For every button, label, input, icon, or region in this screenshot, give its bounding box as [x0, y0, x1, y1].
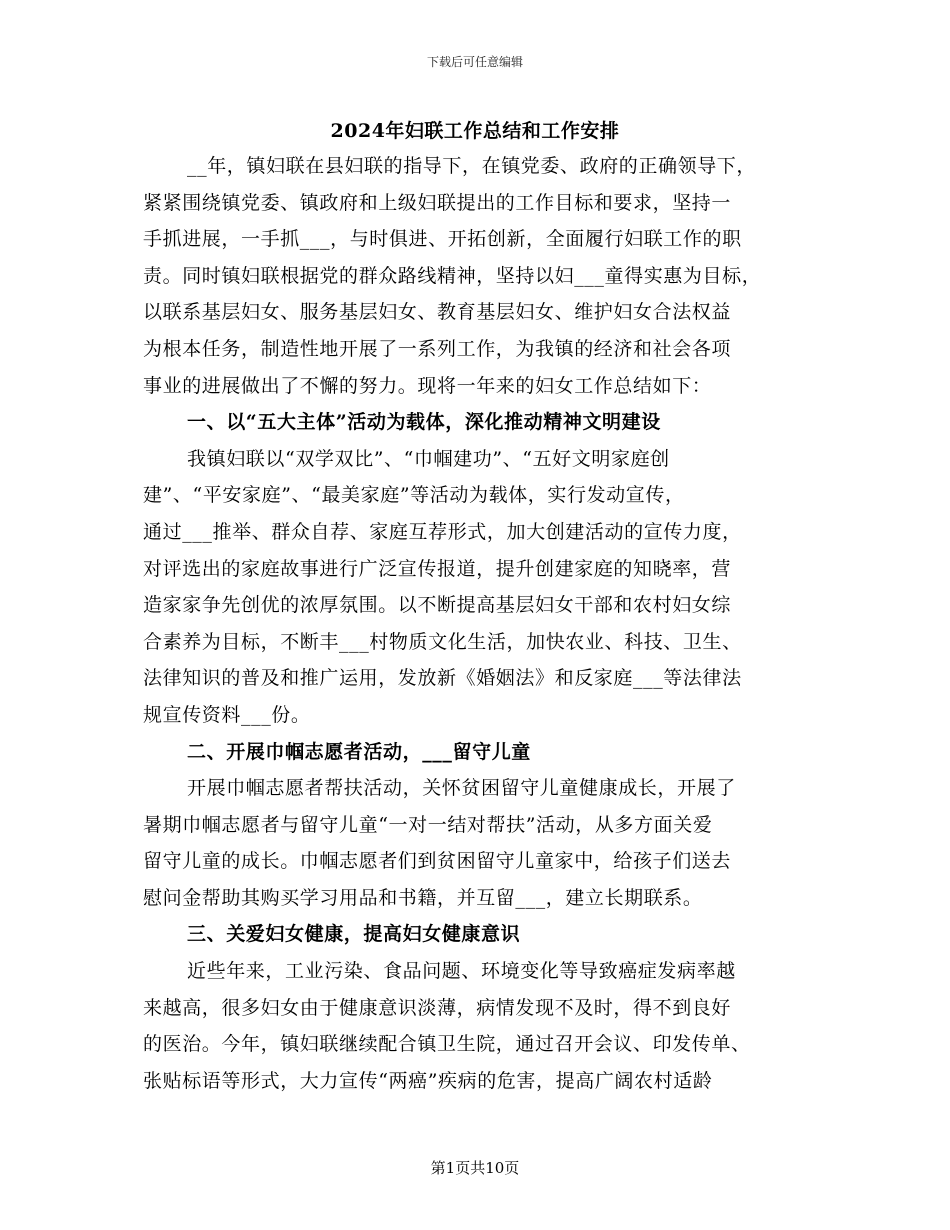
section-heading: 三、关爱妇女健康，提高妇女健康意识	[187, 923, 521, 946]
text-line: 慰问金帮助其购买学习用品和书籍，并互留___，建立长期联系。	[143, 886, 703, 909]
text-line: 规宣传资料___份。	[143, 703, 311, 726]
text-line: 以联系基层妇女、服务基层妇女、教育基层妇女、维护妇女合法权益	[143, 301, 732, 324]
text-line: 为根本任务，制造性地开展了一系列工作，为我镇的经济和社会各项	[143, 337, 732, 360]
text-line: 留守儿童的成长。巾帼志愿者们到贫困留守儿童家中，给孩子们送去	[143, 850, 732, 873]
text-line: 建”、“平安家庭”、“最美家庭”等活动为载体，实行发动宣传，	[143, 484, 685, 507]
text-line: 责。同时镇妇联根据党的群众路线精神，坚持以妇___童得实惠为目标，	[143, 264, 762, 287]
text-line: 法律知识的普及和推广运用，发放新《婚姻法》和反家庭___等法律法	[143, 667, 742, 690]
text-line: 手抓进展，一手抓___，与时俱进、开拓创新，全面履行妇联工作的职	[143, 228, 742, 251]
text-line: 我镇妇联以“双学双比”、“巾帼建功”、“五好文明家庭创	[187, 447, 670, 470]
text-line: 造家家争先创优的浓厚氛围。以不断提高基层妇女干部和农村妇女综	[143, 594, 732, 617]
text-line: 对评选出的家庭故事进行广泛宣传报道，提升创建家庭的知晓率，营	[143, 557, 732, 580]
section-heading: 二、开展巾帼志愿者活动，___留守儿童	[187, 740, 531, 763]
text-line: 张贴标语等形式，大力宣传“两癌”疾病的危害，提高广阔农村适龄	[143, 1069, 713, 1092]
text-line: 合素养为目标，不断丰___村物质文化生活，加快农业、科技、卫生、	[143, 630, 742, 653]
document-title: 2024年妇联工作总结和工作安排	[330, 120, 620, 142]
text-line: 暑期巾帼志愿者与留守儿童“一对一结对帮扶”活动，从多方面关爱	[143, 813, 713, 836]
page-footer: 第1页共10页	[430, 1159, 520, 1177]
text-line: __年，镇妇联在县妇联的指导下，在镇党委、政府的正确领导下，	[187, 155, 757, 177]
text-line: 紧紧围绕镇党委、镇政府和上级妇联提出的工作目标和要求，坚持一	[143, 191, 732, 214]
header-note: 下载后可任意编辑	[426, 55, 523, 69]
text-line: 来越高，很多妇女由于健康意识淡薄，病情发现不及时，得不到良好	[143, 996, 732, 1019]
section-heading: 一、以“五大主体”活动为载体，深化推动精神文明建设	[187, 411, 661, 434]
text-line: 事业的进展做出了不懈的努力。现将一年来的妇女工作总结如下：	[143, 374, 712, 397]
text-line: 的医治。今年，镇妇联继续配合镇卫生院，通过召开会议、印发传单、	[143, 1033, 751, 1056]
text-line: 通过___推举、群众自荐、家庭互荐形式，加大创建活动的宣传力度，	[143, 520, 742, 543]
text-line: 开展巾帼志愿者帮扶活动，关怀贫困留守儿童健康成长，开展了	[187, 777, 736, 800]
text-line: 近些年来，工业污染、食品问题、环境变化等导致癌症发病率越	[187, 960, 736, 983]
document-body	[143, 148, 823, 1099]
